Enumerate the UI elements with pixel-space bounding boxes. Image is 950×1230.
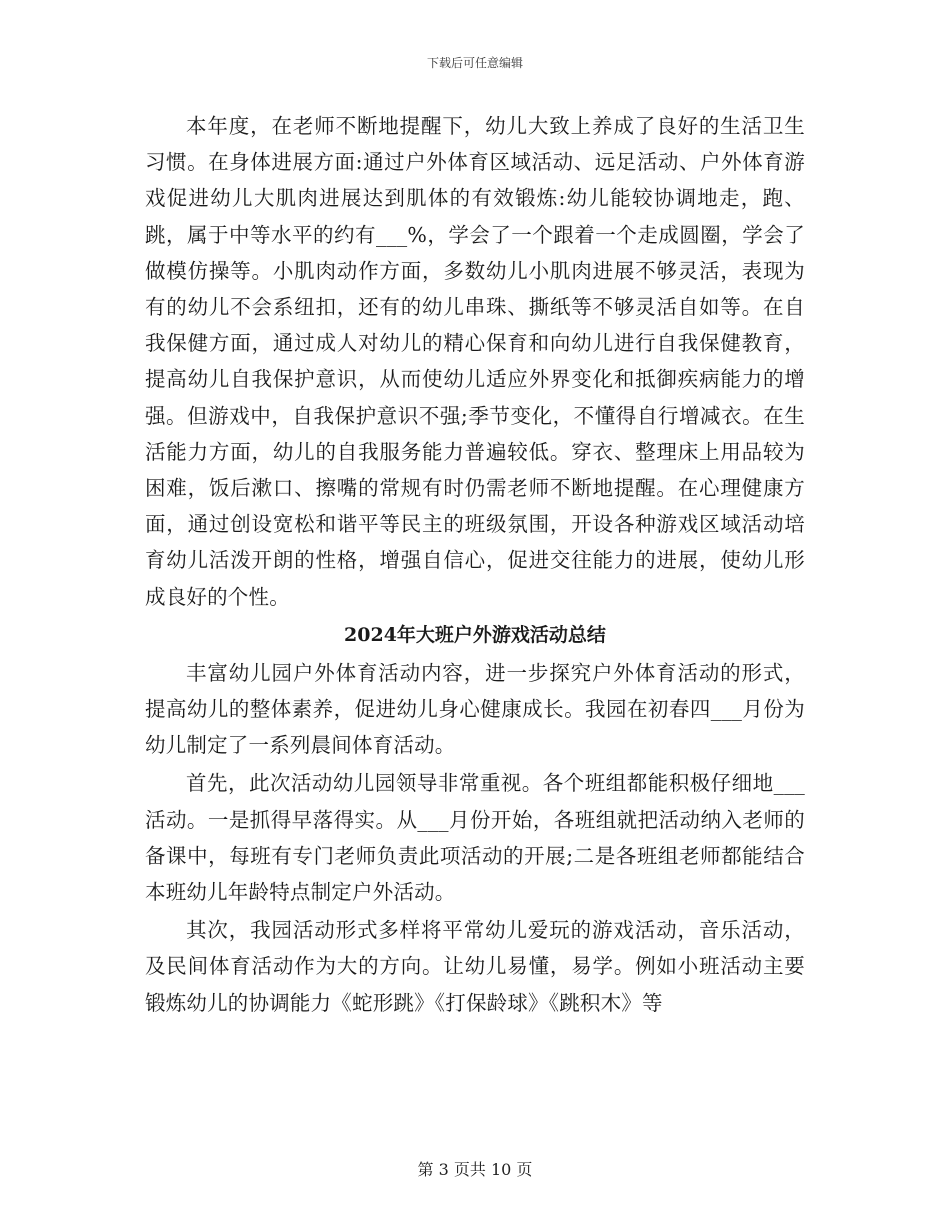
document-body (145, 108, 805, 1021)
section-title: 2024年大班户外游戏活动总结 (344, 623, 606, 646)
page-number: 第 3 页共 10 页 (417, 1160, 533, 1179)
section-paragraph-1: 丰富幼儿园户外体育活动内容，进一步探究户外体育活动的形式，提高幼儿的整体素养，促进幼儿身心健康成长。我园在初春四___月份为幼儿制定了一系列晨间体育活动。 (145, 660, 805, 758)
body-paragraph-1: 本年度，在老师不断地提醒下，幼儿大致上养成了良好的生活卫生习惯。在身体进展方面:通过户外体育区域活动、远足活动、户外体育游戏促进幼儿大肌肉进展达到肌体的有效锻炼:幼儿能较协调地走，跑、跳，属于中等水平的约有___%，学会了一个跟着一个走成圆圈，学会了做模仿操等。小肌肉动作方面，多数幼儿小肌肉进展不够灵活，表现为有的幼儿不会系纽扣，还有的幼儿串珠、撕纸等不够灵活自如等。在自我保健方面，通过成人对幼儿的精心保育和向幼儿进行自我保健教育，提高幼儿自我保护意识，从而使幼儿适应外界变化和抵御疾病能力的增强。但游戏中，自我保护意识不强;季节变化，不懂得自行增减衣。在生活能力方面，幼儿的自我服务能力普遍较低。穿衣、整理床上用品较为困难，饭后漱口、擦嘴的常规有时仍需老师不断地提醒。在心理健康方面，通过创设宽松和谐平等民主的班级氛围，开设各种游戏区域活动培育幼儿活泼开朗的性格，增强自信心，促进交往能力的进展，使幼儿形成良好的个性。 (145, 114, 805, 609)
page-header: 下载后可任意编辑 (426, 56, 523, 70)
section-paragraph-2: 首先，此次活动幼儿园领导非常重视。各个班组都能积极仔细地___活动。一是抓得早落得实。从___月份开始，各班组就把活动纳入老师的备课中，每班有专门老师负责此项活动的开展;二是各班组老师都能结合本班幼儿年龄特点制定户外活动。 (145, 771, 805, 905)
section-paragraph-3: 其次，我园活动形式多样将平常幼儿爱玩的游戏活动，音乐活动，及民间体育活动作为大的方向。让幼儿易懂，易学。例如小班活动主要锻炼幼儿的协调能力《蛇形跳》《打保龄球》《跳积木》等 (145, 918, 805, 1015)
